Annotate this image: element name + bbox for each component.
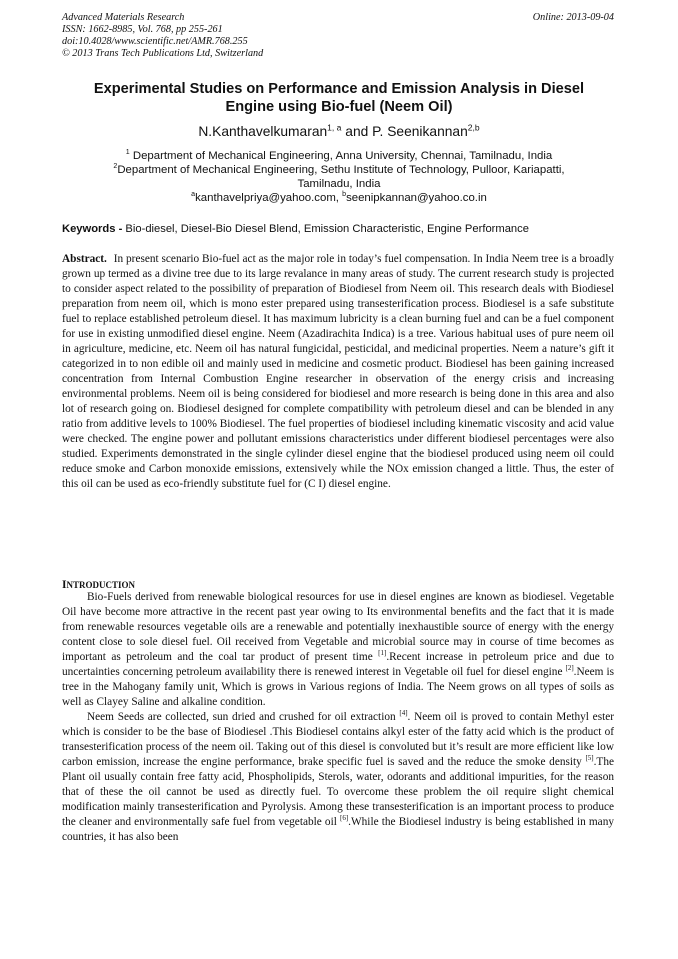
citation-5[interactable]: [5] <box>585 754 594 763</box>
heading-initial: I <box>62 579 67 591</box>
intro-p2-part: .While the Biodiesel industry is being established in many countries, it has also been <box>62 816 614 843</box>
heading-rest: NTRODUCTION <box>66 580 135 590</box>
affiliation-2 <box>70 163 608 177</box>
email-a[interactable]: kanthavelpriya@yahoo.com, <box>195 192 343 204</box>
introduction-body <box>62 590 614 845</box>
author-1: N.Kanthavelkumaran <box>198 124 328 139</box>
email-a-mark: a <box>191 191 196 199</box>
citation-6[interactable]: [6] <box>340 814 349 823</box>
abstract-text: In present scenario Bio-fuel act as the major role in today’s fuel compensation. In India Neem tree is a broadly grown up termed as a divine tree due to its large revalance in many areas of study. The current research study is projected to consider aspect related to the possibility of preparation of Biodiesel from Neem oil. This research deals with Biodiesel preparation from neem oil, which is mono ester prepared using transesterification process. Biodiesel is a safe substitute fuel to replace established petroleum diesel. It has maximum lubricity is a clean burning fuel and can be a fuel component for use in existing unmodified diesel engine. Neem (Azadirachita Indica) is a tree. Various habitual uses of pure neem oil in agriculture, medicine, etc. Neem oil has natural fungicidal, pesticidal, and medicinal properties. Neem a nature’s gift it categorized in to non edible oil and mainly used in medicine and cosmetic product. Biodiesel has been gaining increased concentration from Internal Combustion Engine researcher in observation of the energy crisis and increasing environmental problems. Neem oil is being considered for biodiesel and more research is being done in this area and also lot of research going on. Biodiesel designed for complete compatibility with petroleum diesel and can be blended in any ratio from additive levels to 100% Biodiesel. The fuel properties of biodiesel including kinematic viscosity and acid value were checked. The engine power and pollutant emissions characteristics under different biodiesel percentages were also studied. Experiments demonstrated in the single cylinder diesel engine that the biodiesel produced using neem oil could reduce smoke and Carbon monoxide emissions, extensively while the NOx emission changed a little. Thus, the ester of this oil can be used as eco-friendly substitute fuel for (C I) diesel engine. <box>62 253 614 490</box>
citation-1[interactable]: [1] <box>378 649 387 658</box>
affiliations <box>70 149 608 205</box>
citation-4[interactable]: [4] <box>399 709 408 718</box>
intro-p2-part: . Neem oil is proved to contain Methyl ester which is consider to be the base of Biodiesel .This Biodiesel contains alkyl ester of the fatty acid which is the product of transesterification process of the neem oil. Taking out of this diesel is convoluted but it’s result are more efficient like low carbon emission, increase the engine performance, brake specific fuel is saved and the reduce the smoke density <box>62 711 614 768</box>
author-2: P. Seenikannan <box>372 124 468 139</box>
affiliation-2-cont: Tamilnadu, India <box>297 178 381 190</box>
author-2-affil: 2,b <box>467 122 480 133</box>
issn-line: ISSN: 1662-8985, Vol. 768, pp 255-261 <box>62 24 223 35</box>
abstract-label: Abstract. <box>62 253 107 265</box>
emails <box>70 191 608 205</box>
abstract <box>62 252 614 492</box>
doi-line: doi:10.4028/www.scientific.net/AMR.768.255 <box>62 36 248 47</box>
email-b[interactable]: seenipkannan@yahoo.co.in <box>346 192 487 204</box>
keywords-text: Bio-diesel, Diesel-Bio Diesel Blend, Emission Characteristic, Engine Performance <box>125 223 529 235</box>
intro-p2-part: Neem Seeds are collected, sun dried and crushed for oil extraction <box>87 711 400 723</box>
affiliation-2-text: Department of Mechanical Engineering, Sethu Institute of Technology, Pulloor, Kariapatti, <box>117 164 565 176</box>
citation-2[interactable]: [2] <box>565 664 574 673</box>
title-line-2: Engine using Bio-fuel (Neem Oil) <box>225 99 453 115</box>
affiliation-2-mark: 2 <box>113 163 118 171</box>
author-joiner: and <box>341 124 373 139</box>
keywords <box>62 222 622 236</box>
affiliation-1-mark: 1 <box>125 149 130 157</box>
author-list <box>50 123 628 140</box>
email-b-mark: b <box>342 191 347 199</box>
title-line-1: Experimental Studies on Performance and Emission Analysis in Diesel <box>93 81 585 97</box>
paper-title <box>50 80 628 116</box>
affiliation-1 <box>70 149 608 163</box>
copyright-line: © 2013 Trans Tech Publications Ltd, Switzerland <box>62 48 264 59</box>
journal-header <box>62 12 263 60</box>
journal-name: Advanced Materials Research <box>62 12 185 23</box>
online-date: Online: 2013-09-04 <box>532 12 614 23</box>
keywords-label: Keywords - <box>62 223 126 235</box>
intro-p1-part: Bio-Fuels derived from renewable biological resources for use in diesel engines are known as biodiesel. Vegetable Oil have become more attractive in the recent past year owing to Its environmental benefits and the fact that it is made from renewable resources vegetable oils are a renewable and potentially inexhaustible source of energy with the energy content close to sole diesel fuel. Oil received from Vegetable and microbial source may in course of time becomes as important as petroleum and the coal tar product of present time <box>62 591 614 663</box>
affiliation-1-text: Department of Mechanical Engineering, Anna University, Chennai, Tamilnadu, India <box>129 150 553 162</box>
author-1-affil: 1, a <box>327 122 342 133</box>
intro-p1-part: .Neem is tree in the Mahogany family unit, Which is grows in Various regions of India. The Neem grows on all types of soils as well as Clayey Saline and alkaline condition. <box>62 666 614 708</box>
intro-p1-part: .Recent increase in petroleum price and due to uncertainties concerning petroleum availability there is renewed interest in Vegetable oil fuel for diesel engine <box>62 651 614 678</box>
intro-paragraph-1 <box>62 590 614 710</box>
intro-p2-part: .The Plant oil usually contain free fatty acid, Phospholipids, Sterols, water, odorants and additional impurities, for the reason that of these the oil cannot be used as directly fuel. To overcome these problem the oil require slight chemical modification mainly transesterification and Pyrolysis. Among these transesterification is an important process to produce the cleaner and environmentally safe fuel from vegetable oil <box>62 756 614 828</box>
intro-paragraph-2 <box>62 710 614 845</box>
